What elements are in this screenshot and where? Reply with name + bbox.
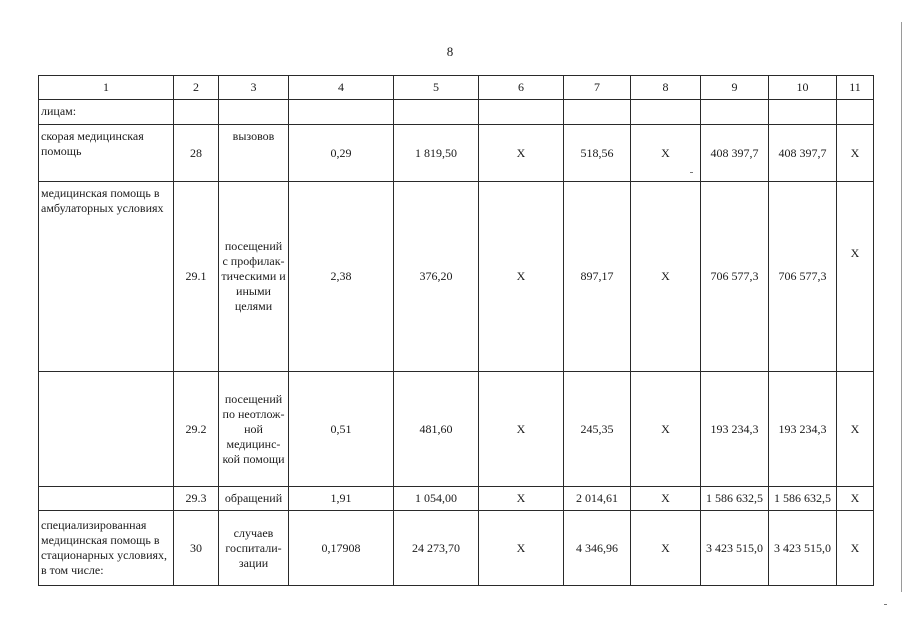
value-cell: X [479,125,564,182]
header-cell: 9 [701,76,769,100]
page-number: 8 [446,44,454,59]
value-cell: 2 014,61 [564,487,631,511]
unit-cell: посещений по неотлож-ной медицинс-кой помощи [219,372,289,487]
header-row [39,76,874,100]
header-cell: 4 [289,76,394,100]
header-cell: 7 [564,76,631,100]
value-cell: 481,60 [394,372,479,487]
value-cell: X [479,511,564,586]
value-cell: 1 586 632,5 [769,487,837,511]
value-cell: X [631,125,701,182]
unit-cell: вызовов [219,125,289,182]
value-cell: 24 273,70 [394,511,479,586]
value-cell: 3 423 515,0 [769,511,837,586]
value-cell: 897,17 [564,182,631,372]
value-cell: 0,51 [289,372,394,487]
table-row [39,487,874,511]
header-cell: 6 [479,76,564,100]
value-cell: X [631,511,701,586]
data-table [38,75,874,586]
value-cell: X [631,487,701,511]
table-row [39,182,874,372]
unit-cell: посещений с профилак-тическими и иными целями [219,182,289,372]
row-name [39,372,174,487]
value-cell: 3 423 515,0 [701,511,769,586]
value-cell: 1,91 [289,487,394,511]
header-cell: 5 [394,76,479,100]
header-cell: 3 [219,76,289,100]
row-name [39,487,174,511]
value-cell: X [479,487,564,511]
row-number: 30 [174,511,219,586]
row-name: скорая медицинская помощь [39,125,174,182]
row-name: медицинская помощь в амбулаторных условиях [39,182,174,372]
value-cell: 1 586 632,5 [701,487,769,511]
row-number: 29.1 [174,182,219,372]
table-row [39,100,874,125]
header-cell: 10 [769,76,837,100]
row-number: 29.3 [174,487,219,511]
value-cell: 0,29 [289,125,394,182]
value-cell: X [479,372,564,487]
header-cell: 2 [174,76,219,100]
header-cell: 11 [837,76,874,100]
value-cell: 706 577,3 [701,182,769,372]
unit-cell: случаев госпитали-зации [219,511,289,586]
value-cell: 2,38 [289,182,394,372]
unit-cell: обращений [219,487,289,511]
scan-speck [690,172,693,173]
header-cell: 8 [631,76,701,100]
value-cell: 245,35 [564,372,631,487]
header-cell: 1 [39,76,174,100]
value-cell: 1 054,00 [394,487,479,511]
value-cell: 408 397,7 [769,125,837,182]
value-cell: 193 234,3 [701,372,769,487]
table-row [39,125,874,182]
value-cell: X [837,372,874,487]
value-cell: X [479,182,564,372]
row-number: 29.2 [174,372,219,487]
scan-edge-line [901,22,902,592]
table-row [39,511,874,586]
value-cell: 408 397,7 [701,125,769,182]
value-cell: 193 234,3 [769,372,837,487]
table-row [39,372,874,487]
value-cell: X [837,487,874,511]
row-name: специализированная медицинская помощь в стационарных условиях, в том числе: [39,511,174,586]
value-cell: 1 819,50 [394,125,479,182]
value-cell: X [631,182,701,372]
value-cell: X [631,372,701,487]
row-name: лицам: [39,100,174,125]
value-cell: 518,56 [564,125,631,182]
value-cell: 4 346,96 [564,511,631,586]
value-cell: X [837,511,874,586]
scan-speck [884,604,887,605]
value-cell: X [837,125,874,182]
value-cell: 706 577,3 [769,182,837,372]
row-number: 28 [174,125,219,182]
value-cell: X [837,182,874,372]
value-cell: 376,20 [394,182,479,372]
value-cell: 0,17908 [289,511,394,586]
